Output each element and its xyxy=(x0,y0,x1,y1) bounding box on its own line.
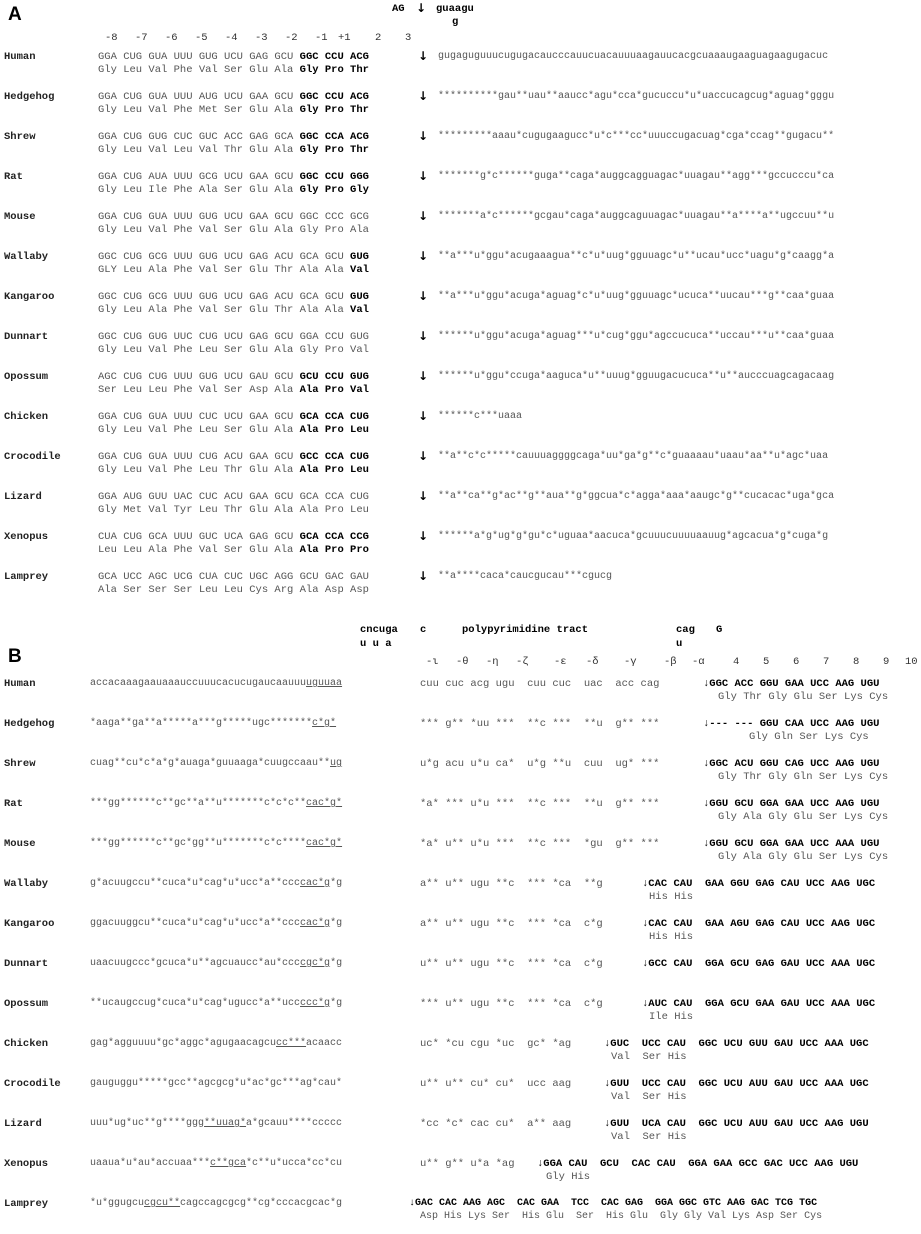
intron-sequence: **********gau**uau**aaucc*agu*cca*gucuccu*u*uaccucagcug*aguag*gggu xyxy=(438,91,835,102)
upstream-intron-sequence xyxy=(90,878,342,889)
intron-sequence: gugaguguuucugugacaucccauucuacauuuaagauucacgcuaaaugaaguagaagugacuc xyxy=(438,51,829,62)
greek-position-label: -δ xyxy=(586,656,599,668)
splice-arrow-icon: ↓ xyxy=(418,489,429,503)
position-label: -6 xyxy=(165,32,178,44)
greek-position-label: -θ xyxy=(456,656,469,668)
greek-position-label: -ι xyxy=(426,656,439,668)
intron-plain: *c**u*ucca*cc*cu xyxy=(246,1158,343,1169)
species-name: Hedgehog xyxy=(4,718,55,730)
intron-plain: *g xyxy=(330,878,343,889)
species-name: Chicken xyxy=(4,411,49,423)
splice-arrow-icon: ↓ xyxy=(418,289,429,303)
position-label: -4 xyxy=(225,32,238,44)
position-label: -7 xyxy=(135,32,148,44)
panel-a-label: A xyxy=(8,4,22,25)
codons-plain: CUA CUG GCA UUU GUC UCA GAG GCU xyxy=(98,531,294,543)
exon-position-label: 8 xyxy=(853,656,860,668)
exon-amino-acids: Gly Gln Ser Lys Cys xyxy=(749,731,869,743)
upstream-intron-sequence xyxy=(90,838,342,849)
exon-amino-acids: His His xyxy=(649,931,694,943)
codons-plain: GGC CUG GCG UUU GUG UCU GAG ACU GCA GCU xyxy=(98,291,344,303)
intron-sequence: **a***u*ggu*acuga*aguag*c*u*uug*gguuagc*ucuca**uucau***g**caa*guaa xyxy=(438,291,835,302)
upstream-intron-sequence xyxy=(90,718,336,729)
exon-codons: ↓AUC CAU GGA GCU GAA GAU UCC AAA UGC xyxy=(642,998,876,1010)
polypyrimidine-sequence: u** u** cu* cu* ucc aag xyxy=(420,1078,572,1090)
species-name: Mouse xyxy=(4,838,36,850)
exon-codons: ↓GUU UCC CAU GGC UCU AUU GAU UCC AAA UGC xyxy=(604,1078,869,1090)
exon-codons: ↓--- --- GGU CAA UCC AAG UGU xyxy=(703,718,880,730)
codons-plain: GGA CUG GUA UUU CUG ACU GAA GCU xyxy=(98,451,294,463)
aa-plain: Ser Leu Leu Phe Val Ser Asp Ala xyxy=(98,384,294,396)
codons-plain: GGC CUG GCG UUU GUG UCU GAG ACU GCA GCU xyxy=(98,251,344,263)
codons-plain: GGA AUG GUU UAC CUC ACU GAA GCU GCA CCA CUG xyxy=(98,491,369,503)
amino-acid-sequence xyxy=(98,584,369,596)
species-name: Lizard xyxy=(4,491,42,503)
codons-bold: GCA CCA CCG xyxy=(293,531,369,543)
exon-codons: ↓GGU GCU GGA GAA UCC AAA UGU xyxy=(703,838,880,850)
intron-sequence: *******g*c******guga**caga*auggcagguagac*uuagau**agg***gccucccu*ca xyxy=(438,171,835,182)
greek-position-label: -ε xyxy=(554,656,567,668)
intron-plain: uaaua*u*au*accuaa*** xyxy=(90,1158,211,1169)
species-name: Shrew xyxy=(4,758,36,770)
branch-point-underline: ccc*g xyxy=(300,998,331,1009)
splice-arrow-icon: ↓ xyxy=(418,329,429,343)
splice-arrow-icon: ↓ xyxy=(418,569,429,583)
codons-bold: GCC CCA CUG xyxy=(293,451,369,463)
exon-amino-acids: His His xyxy=(649,891,694,903)
codons-plain: GCA UCC AGC UCG CUA CUC UGC AGG GCU GAC GAU xyxy=(98,571,369,583)
aa-plain: Gly Leu Val Phe Leu Ser Glu Ala xyxy=(98,424,294,436)
codon-sequence xyxy=(98,331,369,343)
donor-alt-label: g xyxy=(452,16,459,28)
aa-plain: Ala Ser Ser Ser Leu Leu Cys Arg Ala Asp Asp xyxy=(98,584,369,596)
codon-sequence xyxy=(98,211,369,223)
branch-point-underline: cac*g* xyxy=(306,798,343,809)
splice-arrow-icon: ↓ xyxy=(418,529,429,543)
exon-position-label: 6 xyxy=(793,656,800,668)
position-label: -1 xyxy=(315,32,328,44)
codons-plain: GGA CUG GUA UUU CUC UCU GAA GCU xyxy=(98,411,294,423)
codons-bold: GUG xyxy=(343,251,369,263)
codons-plain: GGA CUG GUA UUU GUG UCU GAG GCU xyxy=(98,51,294,63)
upstream-intron-sequence xyxy=(90,1158,342,1169)
exon-codons: ↓GUC UCC CAU GGC UCU GUU GAU UCC AAA UGC xyxy=(604,1038,869,1050)
species-name: Chicken xyxy=(4,1038,49,1050)
splice-arrow-icon: ↓ xyxy=(418,209,429,223)
exon-codons: ↓GGA CAU GCU CAC CAU GGA GAA GCC GAC UCC AAG UGU xyxy=(537,1158,859,1170)
species-name: Xenopus xyxy=(4,531,49,543)
branch-point-underline: uguuaa xyxy=(306,678,343,689)
upstream-intron-sequence xyxy=(90,1118,342,1129)
exon-codons: ↓CAC CAU GAA GGU GAG CAU UCC AAG UGC xyxy=(642,878,876,890)
codon-sequence xyxy=(98,371,369,383)
aa-bold: Gly Pro Thr xyxy=(293,64,369,76)
amino-acid-sequence xyxy=(98,104,369,116)
position-label: 3 xyxy=(405,32,412,44)
exon-codons: ↓GGU GCU GGA GAA UCC AAG UGU xyxy=(703,798,880,810)
aa-bold: Ala Pro Pro xyxy=(293,544,369,556)
consensus-cncuga-label: cncuga xyxy=(360,624,398,636)
amino-acid-sequence xyxy=(98,464,369,476)
exon-amino-acids: Val Ser His xyxy=(611,1091,687,1103)
position-label: +1 xyxy=(338,32,351,44)
codon-sequence xyxy=(98,491,369,503)
consensus-c-label: c xyxy=(420,624,427,636)
branch-point-underline: ug xyxy=(330,758,343,769)
intron-sequence: **a****caca*caucgucau***cgucg xyxy=(438,571,613,582)
polypyrimidine-sequence: uc* *cu cgu *uc gc* *ag xyxy=(420,1038,572,1050)
intron-plain: *g xyxy=(330,998,343,1009)
greek-position-label: -γ xyxy=(624,656,637,668)
splice-arrow-icon: ↓ xyxy=(418,169,429,183)
species-name: Lizard xyxy=(4,1118,42,1130)
intron-plain: uaacuugccc*gcuca*u**agcuaucc*au*ccc xyxy=(90,958,301,969)
codons-bold: GGC CCU ACG xyxy=(293,91,369,103)
splice-arrow-icon: ↓ xyxy=(418,89,429,103)
exon-position-label: 5 xyxy=(763,656,770,668)
amino-acid-sequence xyxy=(98,504,369,516)
aa-plain: Gly Leu Val Phe Met Ser Glu Ala xyxy=(98,104,294,116)
intron-sequence: ******u*ggu*acuga*aguag***u*cug*ggu*agccucuca**uccau***u**caa*guaa xyxy=(438,331,835,342)
polypyrimidine-sequence: u** g** u*a *ag xyxy=(420,1158,515,1170)
upstream-intron-sequence xyxy=(90,1078,342,1089)
upstream-intron-sequence xyxy=(90,1038,342,1049)
amino-acid-sequence xyxy=(98,304,369,316)
position-label: -5 xyxy=(195,32,208,44)
exon-position-label: 4 xyxy=(733,656,740,668)
exon-amino-acids: Val Ser His xyxy=(611,1131,687,1143)
aa-plain: Gly Leu Val Phe Leu Ser Glu Ala Gly Pro Val xyxy=(98,344,369,356)
amino-acid-sequence xyxy=(98,384,369,396)
species-name: Opossum xyxy=(4,998,49,1010)
exon-codons: ↓GAC CAC AAG AGC CAC GAA TCC CAC GAG GGA GGC GTC AAG GAC TCG TGC xyxy=(409,1198,818,1209)
splice-arrow-icon: ↓ xyxy=(418,129,429,143)
branch-point-underline: cgc*g xyxy=(300,958,331,969)
intron-plain: a*gcauu****ccccc xyxy=(246,1118,343,1129)
exon-position-label: 9 xyxy=(883,656,890,668)
aa-plain: Gly Met Val Tyr Leu Thr Glu Ala Ala Pro Leu xyxy=(98,504,369,516)
panel-b-label: B xyxy=(8,646,22,667)
consensus-cag-label: cag xyxy=(676,624,695,636)
polypyrimidine-sequence: a** u** ugu **c *** *ca c*g xyxy=(420,918,603,930)
upstream-intron-sequence xyxy=(90,798,342,809)
species-name: Wallaby xyxy=(4,251,49,263)
codon-sequence xyxy=(98,51,369,63)
consensus-uua-label: u u a xyxy=(360,638,392,650)
species-name: Crocodile xyxy=(4,1078,61,1090)
intron-plain: ***gg******c**gc*gg**u*******c*c**** xyxy=(90,838,307,849)
codons-bold: GGC CCA ACG xyxy=(293,131,369,143)
aa-plain: Gly Leu Val Phe Val Ser Glu Ala xyxy=(98,64,294,76)
codons-bold: GUG xyxy=(343,291,369,303)
branch-point-underline: cac*g xyxy=(300,918,331,929)
intron-plain: cuag**cu*c*a*g*auaga*guuaaga*cuugccaau** xyxy=(90,758,331,769)
species-name: Human xyxy=(4,51,36,63)
species-name: Kangaroo xyxy=(4,291,55,303)
intron-plain: *g xyxy=(330,958,343,969)
splice-arrow-icon: ↓ xyxy=(418,49,429,63)
intron-sequence: *********aaau*cugugaagucc*u*c***cc*uuuccugacuag*cga*ccag**gugacu** xyxy=(438,131,835,142)
upstream-intron-sequence xyxy=(90,998,342,1009)
codon-sequence xyxy=(98,531,369,543)
codon-sequence xyxy=(98,411,369,423)
greek-position-label: -β xyxy=(664,656,677,668)
aa-bold: Val xyxy=(343,304,369,316)
branch-point-underline: cc*** xyxy=(276,1038,307,1049)
exon-amino-acids: Gly Ala Gly Glu Ser Lys Cys xyxy=(718,811,889,823)
exon-codons: ↓GGC ACC GGU GAA UCC AAG UGU xyxy=(703,678,880,690)
exon-codons: ↓GGC ACU GGU CAG UCC AAG UGU xyxy=(703,758,880,770)
species-name: Lamprey xyxy=(4,571,49,583)
species-name: Rat xyxy=(4,798,23,810)
aa-plain: Gly Leu Val Phe Leu Thr Glu Ala xyxy=(98,464,294,476)
branch-point-underline: **uuag* xyxy=(204,1118,247,1129)
codons-bold: GGC CCU ACG xyxy=(293,51,369,63)
position-label: -2 xyxy=(285,32,298,44)
codons-plain: GGA CUG GUA UUU GUG UCU GAA GCU GGC CCC GCG xyxy=(98,211,369,223)
species-name: Hedgehog xyxy=(4,91,55,103)
splice-acceptor-label: AG xyxy=(392,3,405,15)
exon-amino-acids: Val Ser His xyxy=(611,1051,687,1063)
intron-plain: gag*agguuuu*gc*aggc*agugaacagcu xyxy=(90,1038,277,1049)
donor-consensus-label: guaagu xyxy=(436,3,474,15)
exon-position-label: 7 xyxy=(823,656,830,668)
polypyrimidine-sequence: cuu cuc acg ugu cuu cuc uac acc cag xyxy=(420,678,660,690)
codon-sequence xyxy=(98,251,369,263)
aa-plain: GLY Leu Ala Phe Val Ser Glu Thr Ala Ala xyxy=(98,264,344,276)
branch-point-underline: c**gca xyxy=(210,1158,247,1169)
amino-acid-sequence xyxy=(98,544,369,556)
exon-codons: ↓GCC CAU GGA GCU GAG GAU UCC AAA UGC xyxy=(642,958,876,970)
codons-bold: GCU CCU GUG xyxy=(293,371,369,383)
amino-acid-sequence xyxy=(98,144,369,156)
intron-plain: *u*ggugcu xyxy=(90,1198,145,1209)
amino-acid-sequence xyxy=(98,64,369,76)
intron-plain: g*acuugccu**cuca*u*cag*u*ucc*a**ccc xyxy=(90,878,301,889)
aa-plain: Gly Leu Ala Phe Val Ser Glu Thr Ala Ala xyxy=(98,304,344,316)
intron-plain: *g xyxy=(330,918,343,929)
amino-acid-sequence xyxy=(98,264,369,276)
codons-plain: GGA CUG GUA UUU AUG UCU GAA GCU xyxy=(98,91,294,103)
amino-acid-sequence xyxy=(98,424,369,436)
polypyrimidine-sequence: u** u** ugu **c *** *ca c*g xyxy=(420,958,603,970)
codon-sequence xyxy=(98,451,369,463)
aa-plain: Gly Leu Val Phe Val Ser Glu Ala Gly Pro Ala xyxy=(98,224,369,236)
splice-arrow-icon: ↓ xyxy=(418,249,429,263)
aa-bold: Gly Pro Thr xyxy=(293,104,369,116)
species-name: Dunnart xyxy=(4,958,49,970)
amino-acid-sequence xyxy=(98,344,369,356)
species-name: Rat xyxy=(4,171,23,183)
exon-amino-acids: Asp His Lys Ser His Glu Ser His Glu Gly Gly Val Lys Asp Ser Cys xyxy=(420,1211,823,1222)
species-name: Xenopus xyxy=(4,1158,49,1170)
greek-position-label: -α xyxy=(692,656,705,668)
upstream-intron-sequence xyxy=(90,678,342,689)
intron-plain: accacaaagaauaaauccuuucacucugaucaauuu xyxy=(90,678,307,689)
aa-plain: Leu Leu Ala Phe Val Ser Glu Ala xyxy=(98,544,294,556)
aa-bold: Gly Pro Thr xyxy=(293,144,369,156)
codon-sequence xyxy=(98,91,369,103)
exon-amino-acids: Ile His xyxy=(649,1011,694,1023)
species-name: Crocodile xyxy=(4,451,61,463)
aa-bold: Val xyxy=(343,264,369,276)
species-name: Human xyxy=(4,678,36,690)
exon-codons: ↓CAC CAU GAA AGU GAG CAU UCC AAG UGC xyxy=(642,918,876,930)
aa-bold: Gly Pro Gly xyxy=(293,184,369,196)
codons-plain: AGC CUG CUG UUU GUG UCU GAU GCU xyxy=(98,371,294,383)
aa-bold: Ala Pro Leu xyxy=(293,464,369,476)
intron-plain: ***gg******c**gc**a**u*******c*c*c** xyxy=(90,798,307,809)
species-name: Opossum xyxy=(4,371,49,383)
upstream-intron-sequence xyxy=(90,918,342,929)
consensus-g-label: G xyxy=(716,624,723,636)
intron-plain: cagccagcgcg**cg*cccacgcac*g xyxy=(180,1198,343,1209)
exon-amino-acids: Gly Thr Gly Gln Ser Lys Cys xyxy=(718,771,889,783)
position-label: -8 xyxy=(105,32,118,44)
amino-acid-sequence xyxy=(98,224,369,236)
intron-sequence: *******a*c******gcgau*caga*auggcaguuagac*uuagau**a****a**ugccuu**u xyxy=(438,211,835,222)
intron-plain: *aaga**ga**a*****a***g*****ugc******* xyxy=(90,718,313,729)
branch-point-underline: cac*g* xyxy=(306,838,343,849)
intron-plain: uuu*ug*uc**g****ggg xyxy=(90,1118,205,1129)
codons-plain: GGA CUG AUA UUU GCG UCU GAA GCU xyxy=(98,171,294,183)
consensus-u-label: u xyxy=(676,638,683,650)
codons-bold: GCA CCA CUG xyxy=(293,411,369,423)
intron-sequence: **a**c*c*****cauuuaggggcaga*uu*ga*g**c*guaaaau*uaau*aa**u*agc*uaa xyxy=(438,451,829,462)
polypyrimidine-sequence: *a* u** u*u *** **c *** *gu g** *** xyxy=(420,838,660,850)
polypyrimidine-sequence: *** u** ugu **c *** *ca c*g xyxy=(420,998,603,1010)
exon-amino-acids: Gly Ala Gly Glu Ser Lys Cys xyxy=(718,851,889,863)
branch-point-underline: c*g* xyxy=(312,718,337,729)
intron-plain: gauguggu*****gcc**agcgcg*u*ac*gc***ag*cau* xyxy=(90,1078,343,1089)
upstream-intron-sequence xyxy=(90,958,342,969)
exon-amino-acids: Gly Thr Gly Glu Ser Lys Cys xyxy=(718,691,889,703)
position-label: -3 xyxy=(255,32,268,44)
intron-sequence: ******u*ggu*ccuga*aaguca*u**uuug*gguugacucuca**u**aucccuagcagacaag xyxy=(438,371,835,382)
aa-plain: Gly Leu Ile Phe Ala Ser Glu Ala xyxy=(98,184,294,196)
codon-sequence xyxy=(98,571,369,583)
exon-amino-acids: Gly His xyxy=(546,1171,591,1183)
splice-arrow-icon: ↓ xyxy=(418,369,429,383)
intron-sequence: **a**ca**g*ac**g**aua**g*ggcua*c*agga*aaa*aaugc*g**cucacac*uga*gca xyxy=(438,491,835,502)
splice-arrow-icon: ↓ xyxy=(418,409,429,423)
aa-bold: Ala Pro Val xyxy=(293,384,369,396)
branch-point-underline: cgcu** xyxy=(144,1198,181,1209)
polypyrimidine-sequence: *** g** *uu *** **c *** **u g** *** xyxy=(420,718,660,730)
codons-plain: GGA CUG GUG CUC GUC ACC GAG GCA xyxy=(98,131,294,143)
codon-sequence xyxy=(98,171,369,183)
species-name: Wallaby xyxy=(4,878,49,890)
species-name: Lamprey xyxy=(4,1198,49,1210)
intron-plain: **ucaugccug*cuca*u*cag*ugucc*a**ucc xyxy=(90,998,301,1009)
greek-position-label: -η xyxy=(486,656,499,668)
upstream-intron-sequence xyxy=(90,758,342,769)
splice-arrow-icon: ↓ xyxy=(416,1,427,15)
intron-sequence: ******a*g*ug*g*gu*c*uguaa*aacuca*gcuuucuuuuaauug*agcacua*g*cuga*g xyxy=(438,531,829,542)
upstream-intron-sequence xyxy=(90,1198,342,1209)
codon-sequence xyxy=(98,131,369,143)
codons-plain: GGC CUG GUG UUC CUG UCU GAG GCU GGA CCU GUG xyxy=(98,331,369,343)
polypyrimidine-sequence: *a* *** u*u *** **c *** **u g** *** xyxy=(420,798,660,810)
exon-position-label: 10 xyxy=(905,656,918,668)
species-name: Mouse xyxy=(4,211,36,223)
intron-sequence: ******c***uaaa xyxy=(438,411,523,422)
position-label: 2 xyxy=(375,32,382,44)
codon-sequence xyxy=(98,291,369,303)
polypyrimidine-sequence: *cc *c* cac cu* a** aag xyxy=(420,1118,572,1130)
codons-bold: GGC CCU GGG xyxy=(293,171,369,183)
intron-plain: ggacuuggcu**cuca*u*cag*u*ucc*a**ccc xyxy=(90,918,301,929)
intron-sequence: **a***u*ggu*acugaaagua**c*u*uug*gguuagc*u**ucau*ucc*uagu*g*caagg*a xyxy=(438,251,835,262)
polypyrimidine-sequence: u*g acu u*u ca* u*g **u cuu ug* *** xyxy=(420,758,660,770)
species-name: Dunnart xyxy=(4,331,49,343)
polypyrimidine-sequence: a** u** ugu **c *** *ca **g xyxy=(420,878,603,890)
aa-plain: Gly Leu Val Leu Val Thr Glu Ala xyxy=(98,144,294,156)
intron-plain: acaacc xyxy=(306,1038,343,1049)
species-name: Kangaroo xyxy=(4,918,55,930)
amino-acid-sequence xyxy=(98,184,369,196)
polypyrimidine-tract-label: polypyrimidine tract xyxy=(462,624,589,636)
species-name: Shrew xyxy=(4,131,36,143)
branch-point-underline: cac*g xyxy=(300,878,331,889)
greek-position-label: -ζ xyxy=(516,656,529,668)
splice-arrow-icon: ↓ xyxy=(418,449,429,463)
exon-codons: ↓GUU UCA CAU GGC UCU AUU GAU UCC AAG UGU xyxy=(604,1118,869,1130)
aa-bold: Ala Pro Leu xyxy=(293,424,369,436)
